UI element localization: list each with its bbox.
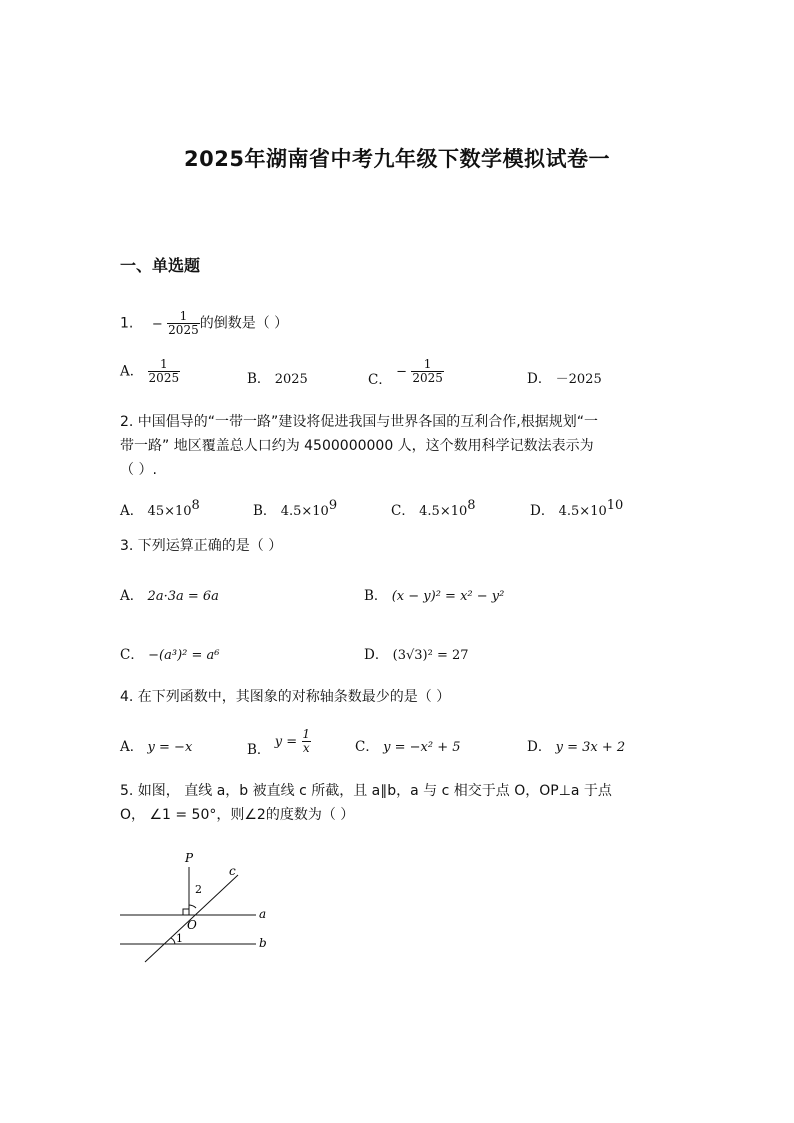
fraction-denominator: x: [302, 741, 310, 755]
section-heading: 一、单选题: [120, 256, 201, 275]
q1-option-b[interactable]: [247, 367, 308, 387]
fraction-denominator: 2025: [168, 323, 199, 337]
q4-option-b[interactable]: [247, 727, 311, 758]
label-o: O: [187, 918, 197, 932]
option-expression: y = −x² + 5: [383, 740, 461, 755]
question-5-line-1: 5. 如图， 直线 a，b 被直线 c 所截，且 a∥b，a 与 c 相交于点 O，OP⊥a 于点: [120, 783, 612, 799]
q4-option-a[interactable]: [120, 735, 192, 755]
q1-option-a[interactable]: [120, 358, 180, 385]
fraction-denominator: 2025: [412, 371, 443, 385]
q2-option-c[interactable]: [391, 498, 476, 519]
label-c: c: [229, 864, 236, 878]
option-expression: y =: [274, 734, 298, 750]
option-value: 2025: [274, 372, 308, 387]
option-expression: y = −x: [147, 740, 193, 755]
option-label: A．: [120, 363, 144, 380]
q2-option-a[interactable]: [120, 498, 200, 519]
option-value: 4.5×10: [558, 504, 607, 519]
option-label: C．: [368, 371, 392, 388]
option-label: C．: [391, 503, 415, 519]
question-2-line-2: 带一路” 地区覆盖总人口约为 4500000000 人，这个数用科学记数法表示为: [120, 438, 594, 454]
option-value: 45×10: [147, 504, 192, 519]
page-title: 2025年湖南省中考九年级下数学模拟试卷一: [184, 147, 610, 171]
fraction: [301, 728, 311, 755]
question-text: 的倒数是（ ）: [199, 315, 289, 332]
option-value: －2025: [555, 372, 602, 387]
fraction: [148, 358, 181, 385]
exponent: 10: [606, 498, 624, 513]
option-label: B．: [247, 371, 271, 387]
question-4: 4. 在下列函数中，其图象的对称轴条数最少的是（ ）: [120, 689, 451, 705]
question-2-line-3: （ ）.: [120, 462, 157, 478]
label-1: 1: [176, 932, 183, 945]
option-expression: y = 3x + 2: [555, 740, 626, 755]
q1-option-c[interactable]: [368, 357, 444, 388]
option-value: 4.5×10: [280, 504, 329, 519]
angle-2-arc: [189, 905, 196, 908]
exponent: 8: [467, 498, 476, 513]
option-label: A．: [120, 503, 144, 519]
option-label: B．: [247, 741, 271, 758]
option-label: B．: [364, 588, 388, 604]
question-2-line-1: 2. 中国倡导的“一带一路”建设将促进我国与世界各国的互利合作,根据规划“一: [120, 414, 599, 430]
option-label: D．: [364, 647, 389, 663]
option-label: D．: [530, 503, 555, 519]
q1-option-d[interactable]: [527, 367, 602, 387]
option-label: C．: [120, 647, 144, 663]
fraction: [167, 310, 200, 337]
question-5-line-2: O， ∠1 = 50°，则∠2的度数为（ ）: [120, 807, 355, 823]
exponent: 8: [191, 498, 200, 513]
q3-option-d[interactable]: [364, 643, 469, 663]
label-2: 2: [195, 883, 202, 896]
q2-option-b[interactable]: [253, 498, 337, 519]
option-label: A．: [120, 588, 144, 604]
q2-option-d[interactable]: [530, 498, 623, 519]
option-label: D．: [527, 739, 552, 755]
right-angle-mark: [183, 909, 189, 915]
fraction: [411, 358, 444, 385]
label-b: b: [259, 936, 267, 950]
fraction-numerator: 1: [179, 309, 188, 323]
q3-option-a[interactable]: [120, 584, 219, 604]
option-expression: 2a·3a = 6a: [147, 589, 219, 604]
option-label: A．: [120, 739, 144, 755]
q4-option-d[interactable]: [527, 735, 625, 755]
q3-option-c[interactable]: [120, 643, 219, 663]
option-expression: (x − y)² = x² − y²: [391, 589, 505, 604]
angle-1-arc: [171, 938, 175, 944]
fraction-denominator: 2025: [148, 371, 180, 385]
label-p: P: [185, 851, 194, 865]
label-a: a: [259, 907, 267, 921]
question-number: 1.: [120, 315, 134, 332]
minus-sign: −: [151, 316, 163, 332]
exponent: 9: [328, 498, 338, 513]
option-value: 4.5×10: [419, 504, 468, 519]
option-expression: −(a³)² = a⁶: [148, 648, 220, 663]
fraction-numerator: 1: [423, 357, 432, 371]
question-1: [120, 310, 288, 337]
question-3: 3. 下列运算正确的是（ ）: [120, 538, 283, 554]
q3-option-b[interactable]: [364, 584, 504, 604]
minus-sign: −: [396, 364, 408, 380]
option-label: C．: [355, 739, 379, 755]
option-label: B．: [253, 503, 277, 519]
fraction-numerator: 1: [302, 727, 311, 741]
fraction-numerator: 1: [160, 357, 168, 371]
option-expression: (3√3)² = 27: [392, 648, 469, 663]
option-label: D．: [527, 371, 552, 387]
geometry-figure: [115, 845, 285, 970]
q4-option-c[interactable]: [355, 735, 461, 755]
